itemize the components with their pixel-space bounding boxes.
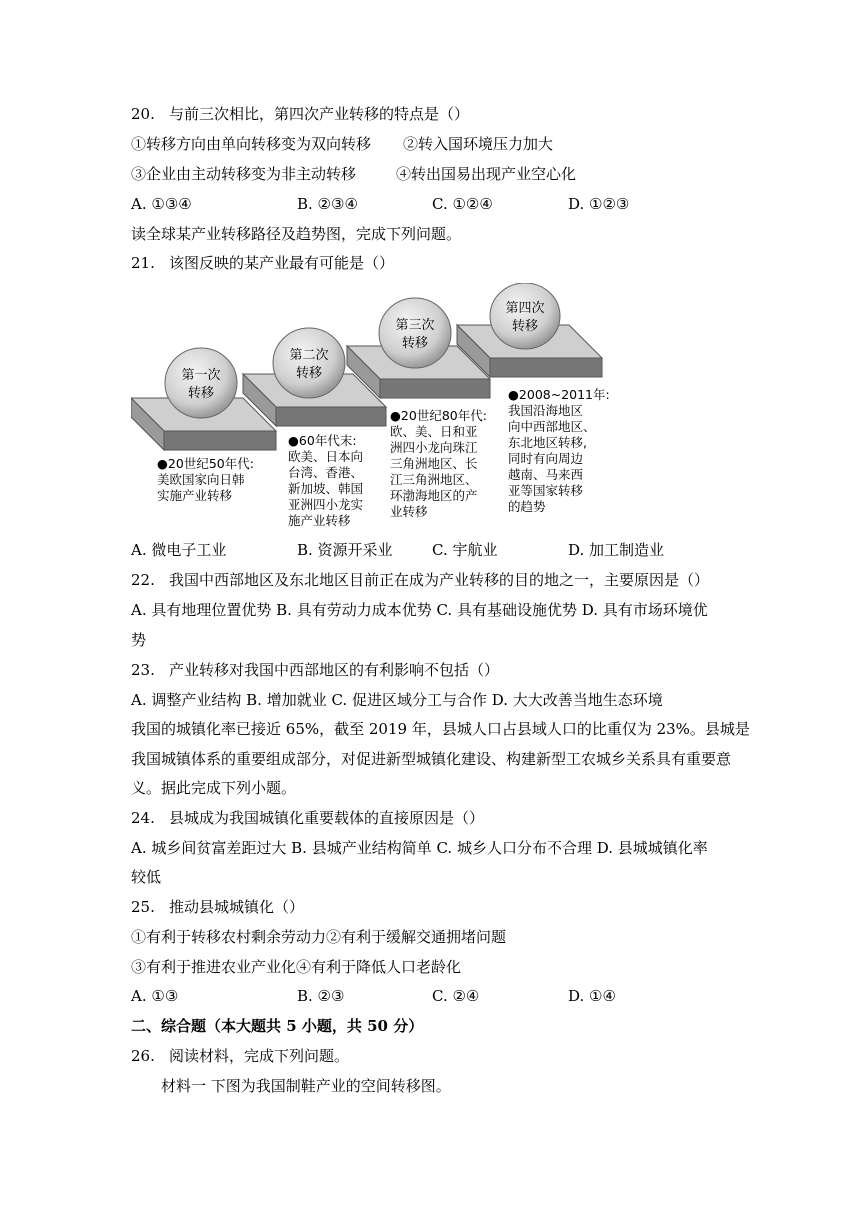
q21-intro: 读全球某产业转移路径及趋势图，完成下列问题。 — [131, 225, 462, 243]
q20-option-d[interactable]: D. ①②③ — [568, 195, 630, 213]
q23-stem-line — [131, 660, 499, 680]
q24-options-line-2: 较低 — [131, 868, 162, 886]
desc-line: 台湾、香港、 — [288, 465, 364, 480]
desc-line: 新加坡、韩国 — [288, 481, 364, 496]
q21-stem-line — [131, 253, 394, 273]
question-number: 23. — [131, 661, 155, 679]
q26-stem-line — [131, 1046, 349, 1066]
desc-line: ●20世纪80年代: — [390, 408, 487, 423]
desc-line: 越南、马来西 — [508, 467, 584, 482]
q22-options-line-2: 势 — [131, 631, 147, 649]
question-stem: 该图反映的某产业最有可能是（） — [169, 254, 395, 272]
q21-option-a[interactable]: A. 微电子工业 — [131, 541, 227, 559]
question-stem: 县城成为我国城镇化重要载体的直接原因是（） — [169, 809, 485, 827]
question-stem: 我国中西部地区及东北地区目前正在成为产业转移的目的地之一，主要原因是（） — [169, 571, 710, 589]
desc-line: 业转移 — [390, 504, 428, 519]
stage-1-sphere — [165, 348, 237, 418]
question-stem: 阅读材料，完成下列问题。 — [169, 1047, 350, 1065]
desc-line: 实施产业转移 — [157, 488, 233, 503]
desc-line: ●60年代末: — [288, 433, 357, 448]
stage-1-description — [157, 456, 254, 503]
stage-2-label-1: 第二次 — [289, 348, 329, 363]
q25-option-c[interactable]: C. ②④ — [432, 987, 480, 1005]
question-stem: 与前三次相比，第四次产业转移的特点是（） — [169, 105, 470, 123]
q22-options-line-1[interactable]: A. 具有地理位置优势 B. 具有劳动力成本优势 C. 具有基础设施优势 D. 具有市场环境优 — [131, 601, 708, 619]
q24-intro-line-3: 义。据此完成下列小题。 — [131, 779, 297, 797]
q24-options-line-1[interactable]: A. 城乡间贫富差距过大 B. 县城产业结构简单 C. 城乡人口分布不合理 D. 县城城镇化率 — [131, 839, 708, 857]
stage-3-label-2: 转移 — [401, 336, 429, 351]
stage-3-label-1: 第三次 — [395, 318, 435, 333]
q20-option-b[interactable]: B. ②③④ — [297, 195, 358, 213]
q20-statement-2: ②转入国环境压力加大 — [403, 135, 554, 153]
question-number: 21. — [131, 254, 155, 272]
q20-option-c[interactable]: C. ①②④ — [432, 195, 493, 213]
question-stem: 产业转移对我国中西部地区的有利影响不包括（） — [169, 661, 500, 679]
q23-options-line-1[interactable]: A. 调整产业结构 B. 增加就业 C. 促进区域分工与合作 D. 大大改善当地生态环境 — [131, 691, 663, 709]
desc-line: 同时有向周边 — [508, 451, 584, 466]
question-number: 25. — [131, 898, 155, 916]
q24-intro-line-1: 我国的城镇化率已接近 65%，截至 2019 年，县城人口占县域人口的比重仅为 23%。县城是 — [131, 720, 750, 738]
q26-material-1: 材料一 下图为我国制鞋产业的空间转移图。 — [161, 1077, 451, 1095]
desc-line: 三角洲地区、长 — [390, 456, 478, 471]
q21-option-b[interactable]: B. 资源开采业 — [297, 541, 393, 559]
question-number: 26. — [131, 1047, 155, 1065]
desc-line: 环渤海地区的产 — [390, 488, 478, 503]
q24-stem-line — [131, 808, 484, 828]
desc-line: 欧、美、日和亚 — [390, 424, 478, 439]
desc-line: 向中西部地区、 — [508, 419, 596, 434]
industry-transfer-diagram — [131, 283, 621, 535]
q20-option-a[interactable]: A. ①③④ — [131, 195, 192, 213]
q25-option-a[interactable]: A. ①③ — [131, 987, 179, 1005]
desc-line: 欧美、日本向 — [288, 449, 364, 464]
q20-statement-4: ④转出国易出现产业空心化 — [396, 165, 577, 183]
q25-option-b[interactable]: B. ②③ — [297, 987, 345, 1005]
stage-2-sphere — [273, 328, 345, 398]
desc-line: ●20世纪50年代: — [157, 456, 254, 471]
desc-line: 施产业转移 — [288, 513, 351, 528]
q20-statement-1: ①转移方向由单向转移变为双向转移 — [131, 135, 372, 153]
question-number: 22. — [131, 571, 155, 589]
stage-1-label-1: 第一次 — [181, 368, 221, 383]
q20-statement-3: ③企业由主动转移变为非主动转移 — [131, 165, 357, 183]
question-number: 20. — [131, 105, 155, 123]
stage-2-label-2: 转移 — [295, 366, 323, 381]
desc-line: 东北地区转移, — [508, 435, 587, 450]
q20-stem-line — [131, 104, 469, 124]
section-2-heading: 二、综合题（本大题共 5 小题，共 50 分） — [131, 1017, 424, 1035]
stage-4-label-1: 第四次 — [505, 301, 545, 316]
q24-intro-line-2: 我国城镇体系的重要组成部分，对促进新型城镇化建设、构建新型工农城乡关系具有重要意 — [131, 750, 732, 768]
stage-4-description — [508, 387, 610, 514]
desc-line: ●2008~2011年: — [508, 387, 610, 402]
stage-1-label-2: 转移 — [187, 386, 215, 401]
desc-line: 亚洲四小龙实 — [288, 497, 364, 512]
q25-option-d[interactable]: D. ①④ — [568, 987, 616, 1005]
q25-statements-3-4: ③有利于推进农业产业化④有利于降低人口老龄化 — [131, 958, 462, 976]
desc-line: 我国沿海地区 — [508, 403, 584, 418]
q25-stem-line — [131, 897, 304, 917]
stage-3-sphere — [379, 298, 451, 368]
stage-4-sphere — [490, 283, 560, 349]
desc-line: 江三角洲地区、 — [390, 472, 478, 487]
desc-line: 洲四小龙向珠江 — [390, 440, 478, 455]
q25-statements-1-2: ①有利于转移农村剩余劳动力②有利于缓解交通拥堵问题 — [131, 928, 507, 946]
stage-2-description — [288, 433, 363, 528]
stage-4-label-2: 转移 — [511, 319, 539, 334]
stage-3-description — [390, 408, 487, 519]
desc-line: 亚等国家转移 — [508, 483, 584, 498]
question-number: 24. — [131, 809, 155, 827]
q21-option-c[interactable]: C. 宇航业 — [432, 541, 498, 559]
desc-line: 美欧国家向日韩 — [157, 472, 245, 487]
desc-line: 的趋势 — [508, 499, 546, 514]
q22-stem-line — [131, 570, 709, 590]
question-stem: 推动县城城镇化（） — [169, 898, 305, 916]
q21-option-d[interactable]: D. 加工制造业 — [568, 541, 665, 559]
